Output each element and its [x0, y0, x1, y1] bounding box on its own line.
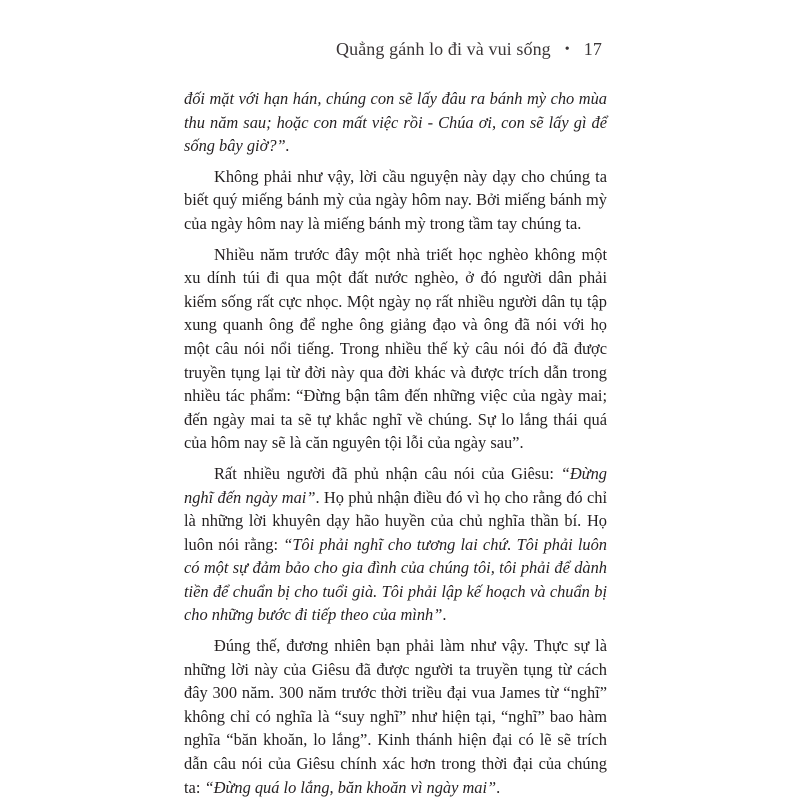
- paragraph-4-part-3: .: [442, 605, 447, 625]
- continued-quote: đối mặt với hạn hán, chúng con sẽ lấy đâu ra bánh mỳ cho mùa thu năm sau; hoặc con mất việc rồi - Chúa ơi, con sẽ lấy gì để sống bây giờ?”.: [184, 89, 607, 156]
- header-bullet: •: [564, 42, 570, 57]
- paragraph-4-quote-1: “Đừng nghĩ đến ngày mai”: [184, 463, 607, 507]
- paragraph-5: [184, 634, 607, 799]
- paragraph-2: Không phải như vậy, lời cầu nguyện này dạy cho chúng ta biết quý miếng bánh mỳ của ngày hôm nay. Bởi miếng bánh mỳ của ngày hôm nay là miếng bánh mỳ trong tầm tay chúng ta.: [184, 166, 607, 233]
- paragraph-5-quote-1: “Đừng quá lo lắng, băn khoăn vì ngày mai”: [204, 777, 497, 797]
- running-title: Quẳng gánh lo đi và vui sống: [336, 39, 551, 59]
- paragraph-4-part-1: Rất nhiều người đã phủ nhận câu nói của Giêsu:: [214, 463, 561, 483]
- paragraph-5-part-2: .: [496, 777, 501, 797]
- body-text: [184, 87, 607, 799]
- page-number: 17: [583, 39, 602, 59]
- paragraph-5-part-1: Đúng thế, đương nhiên bạn phải làm như vậy. Thực sự là những lời này của Giêsu đã được người ta truyền tụng từ cách đây 300 năm. 300 năm trước thời triều đại vua James từ “nghĩ” không chỉ có nghĩa là “suy nghĩ” như hiện tại, “nghĩ” bao hàm nghĩa “băn khoăn, lo lắng”. Kinh thánh hiện đại có lẽ sẽ trích dẫn câu nói của Giêsu chính xác hơn trong thời đại của chúng ta:: [184, 636, 607, 797]
- paragraph-4-quote-2: “Tôi phải nghĩ cho tương lai chứ. Tôi phải luôn có một sự đảm bảo cho gia đình của chúng tôi, tôi phải để dành tiền để chuẩn bị cho tuổi già. Tôi phải lập kế hoạch và chuẩn bị cho những bước đi tiếp theo của mình”: [184, 534, 607, 625]
- paragraph-3: Nhiều năm trước đây một nhà triết học nghèo không một xu dính túi đi qua một đất nước nghèo, ở đó người dân phải kiếm sống rất cực nhọc. Một ngày nọ rất nhiều người dân tụ tập xung quanh ông để nghe ông giảng đạo và ông đã nói với họ một câu nói nổi tiếng. Trong nhiều thế kỷ câu nói đó đã được truyền tụng lại từ đời này qua đời khác và được trích dẫn trong nhiều tác phẩm: “Đừng bận tâm đến những việc của ngày mai; đến ngày mai ta sẽ tự khắc nghĩ về chúng. Sự lo lắng thái quá của hôm nay sẽ là căn nguyên tội lỗi của ngày sau”.: [184, 244, 607, 453]
- paragraph-4-part-2: . Họ phủ nhận điều đó vì họ cho rằng đó chỉ là những lời khuyên dạy hão huyền của chủ nghĩa thần bí. Họ luôn nói rằng:: [184, 487, 607, 554]
- paragraph-1: [184, 87, 607, 158]
- running-header: [336, 39, 602, 60]
- paragraph-4: [184, 462, 607, 627]
